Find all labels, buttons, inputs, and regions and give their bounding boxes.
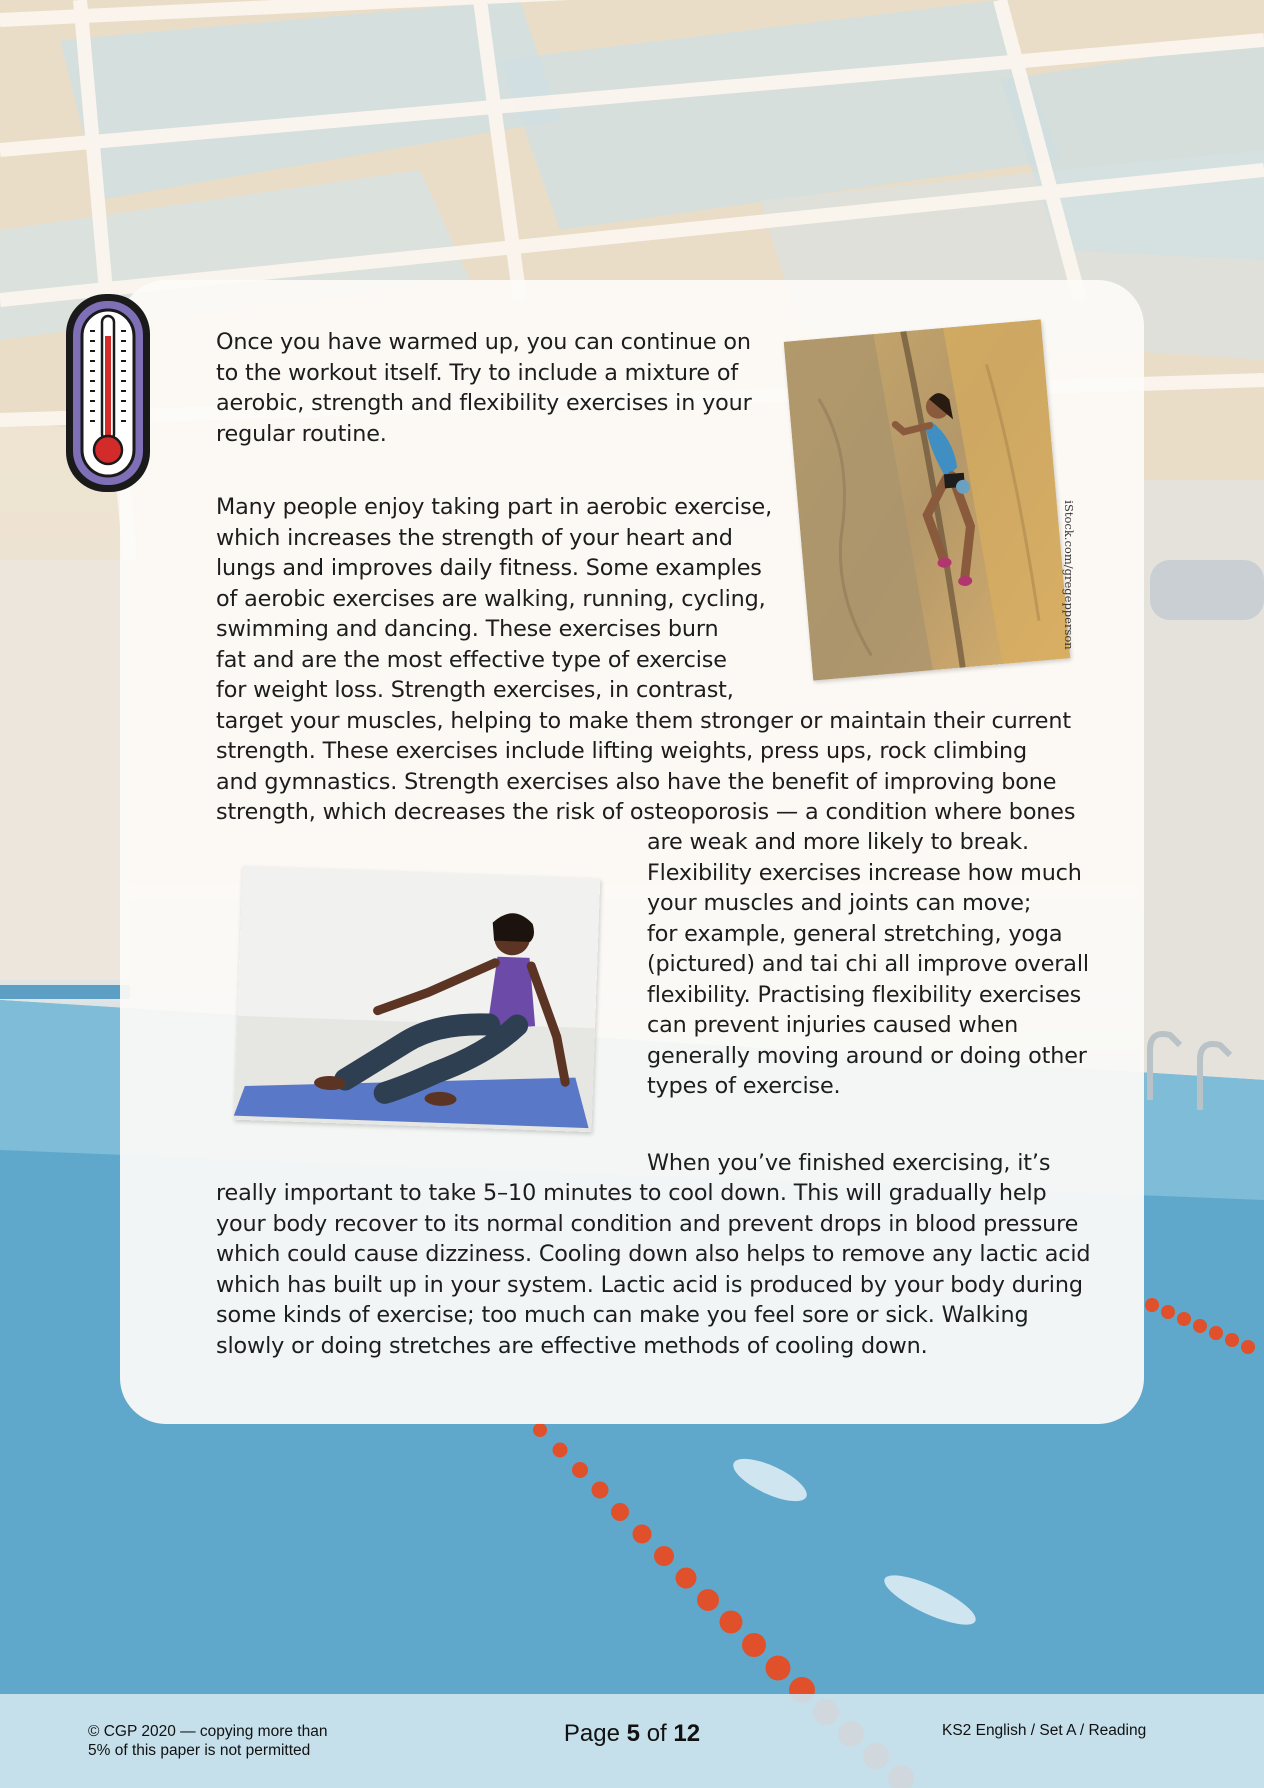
text-line: target your muscles, helping to make them stronger or maintain their current <box>216 707 1071 734</box>
photo-credit-text: iStock.com/gregepperson <box>1062 500 1076 650</box>
text-line: regular routine. <box>216 420 387 447</box>
text-line: strength, which decreases the risk of osteoporosis — a condition where bones <box>216 799 1076 825</box>
text-line: fat and are the most effective type of exercise <box>216 646 727 673</box>
page-total: 12 <box>673 1720 701 1747</box>
paragraph-cooldown <box>216 1178 1090 1361</box>
page-word: Page <box>563 1720 620 1747</box>
text-line: Once you have warmed up, you can continue on <box>216 329 751 355</box>
text-line: to the workout itself. Try to include a mixture of <box>216 359 739 386</box>
text-line: flexibility. Practising flexibility exercises <box>647 981 1082 1008</box>
paper-set-info: KS2 English / Set A / Reading <box>942 1722 1147 1739</box>
text-line: really important to take 5–10 minutes to cool down. This will gradually help <box>216 1180 1047 1206</box>
text-line: generally moving around or doing other <box>647 1042 1087 1069</box>
paragraph-flexibility <box>647 827 1089 1102</box>
text-line: for example, general stretching, yoga <box>647 920 1063 947</box>
text-line: can prevent injuries caused when <box>647 1012 1019 1038</box>
text-line: Flexibility exercises increase how much <box>647 859 1082 886</box>
paragraph-cooldown-intro <box>647 1148 1050 1179</box>
page-current: 5 <box>626 1720 641 1747</box>
text-line: are weak and more likely to break. <box>647 829 1029 855</box>
yoga-photo <box>234 866 601 1132</box>
text-line: swimming and dancing. These exercises burn <box>216 616 719 642</box>
thermometer-icon <box>62 290 154 501</box>
page-of: of <box>646 1720 667 1747</box>
text-line: which increases the strength of your heart and <box>216 524 733 551</box>
rock-climber-photo <box>784 319 1071 680</box>
text-line: which has built up in your system. Lactic acid is produced by your body during <box>216 1271 1083 1298</box>
text-line: and gymnastics. Strength exercises also have the benefit of improving bone <box>216 768 1057 795</box>
copyright-line: 5% of this paper is not permitted <box>88 1742 311 1759</box>
paragraph-warmup <box>216 327 752 449</box>
text-line: slowly or doing stretches are effective methods of cooling down. <box>216 1332 928 1359</box>
text-line: for weight loss. Strength exercises, in contrast, <box>216 677 734 703</box>
text-line: types of exercise. <box>647 1073 841 1099</box>
copyright-line: © CGP 2020 — copying more than <box>88 1723 328 1740</box>
text-line: your body recover to its normal condition and prevent drops in blood pressure <box>216 1210 1079 1237</box>
text-line: strength. These exercises include lifting weights, press ups, rock climbing <box>216 738 1027 764</box>
text-line: which could cause dizziness. Cooling down also helps to remove any lactic acid <box>216 1241 1091 1267</box>
text-line: lungs and improves daily fitness. Some examples <box>216 555 762 581</box>
text-line: Many people enjoy taking part in aerobic exercise, <box>216 494 773 520</box>
text-line: aerobic, strength and flexibility exercises in your <box>216 390 752 416</box>
text-line: of aerobic exercises are walking, running, cycling, <box>216 585 766 612</box>
text-line: When you’ve finished exercising, it’s <box>647 1150 1051 1176</box>
text-line: (pictured) and tai chi all improve overall <box>647 951 1089 977</box>
photo-credit <box>1058 500 1080 650</box>
text-line: your muscles and joints can move; <box>647 890 1032 916</box>
text-line: some kinds of exercise; too much can make you feel sore or sick. Walking <box>216 1302 1029 1328</box>
